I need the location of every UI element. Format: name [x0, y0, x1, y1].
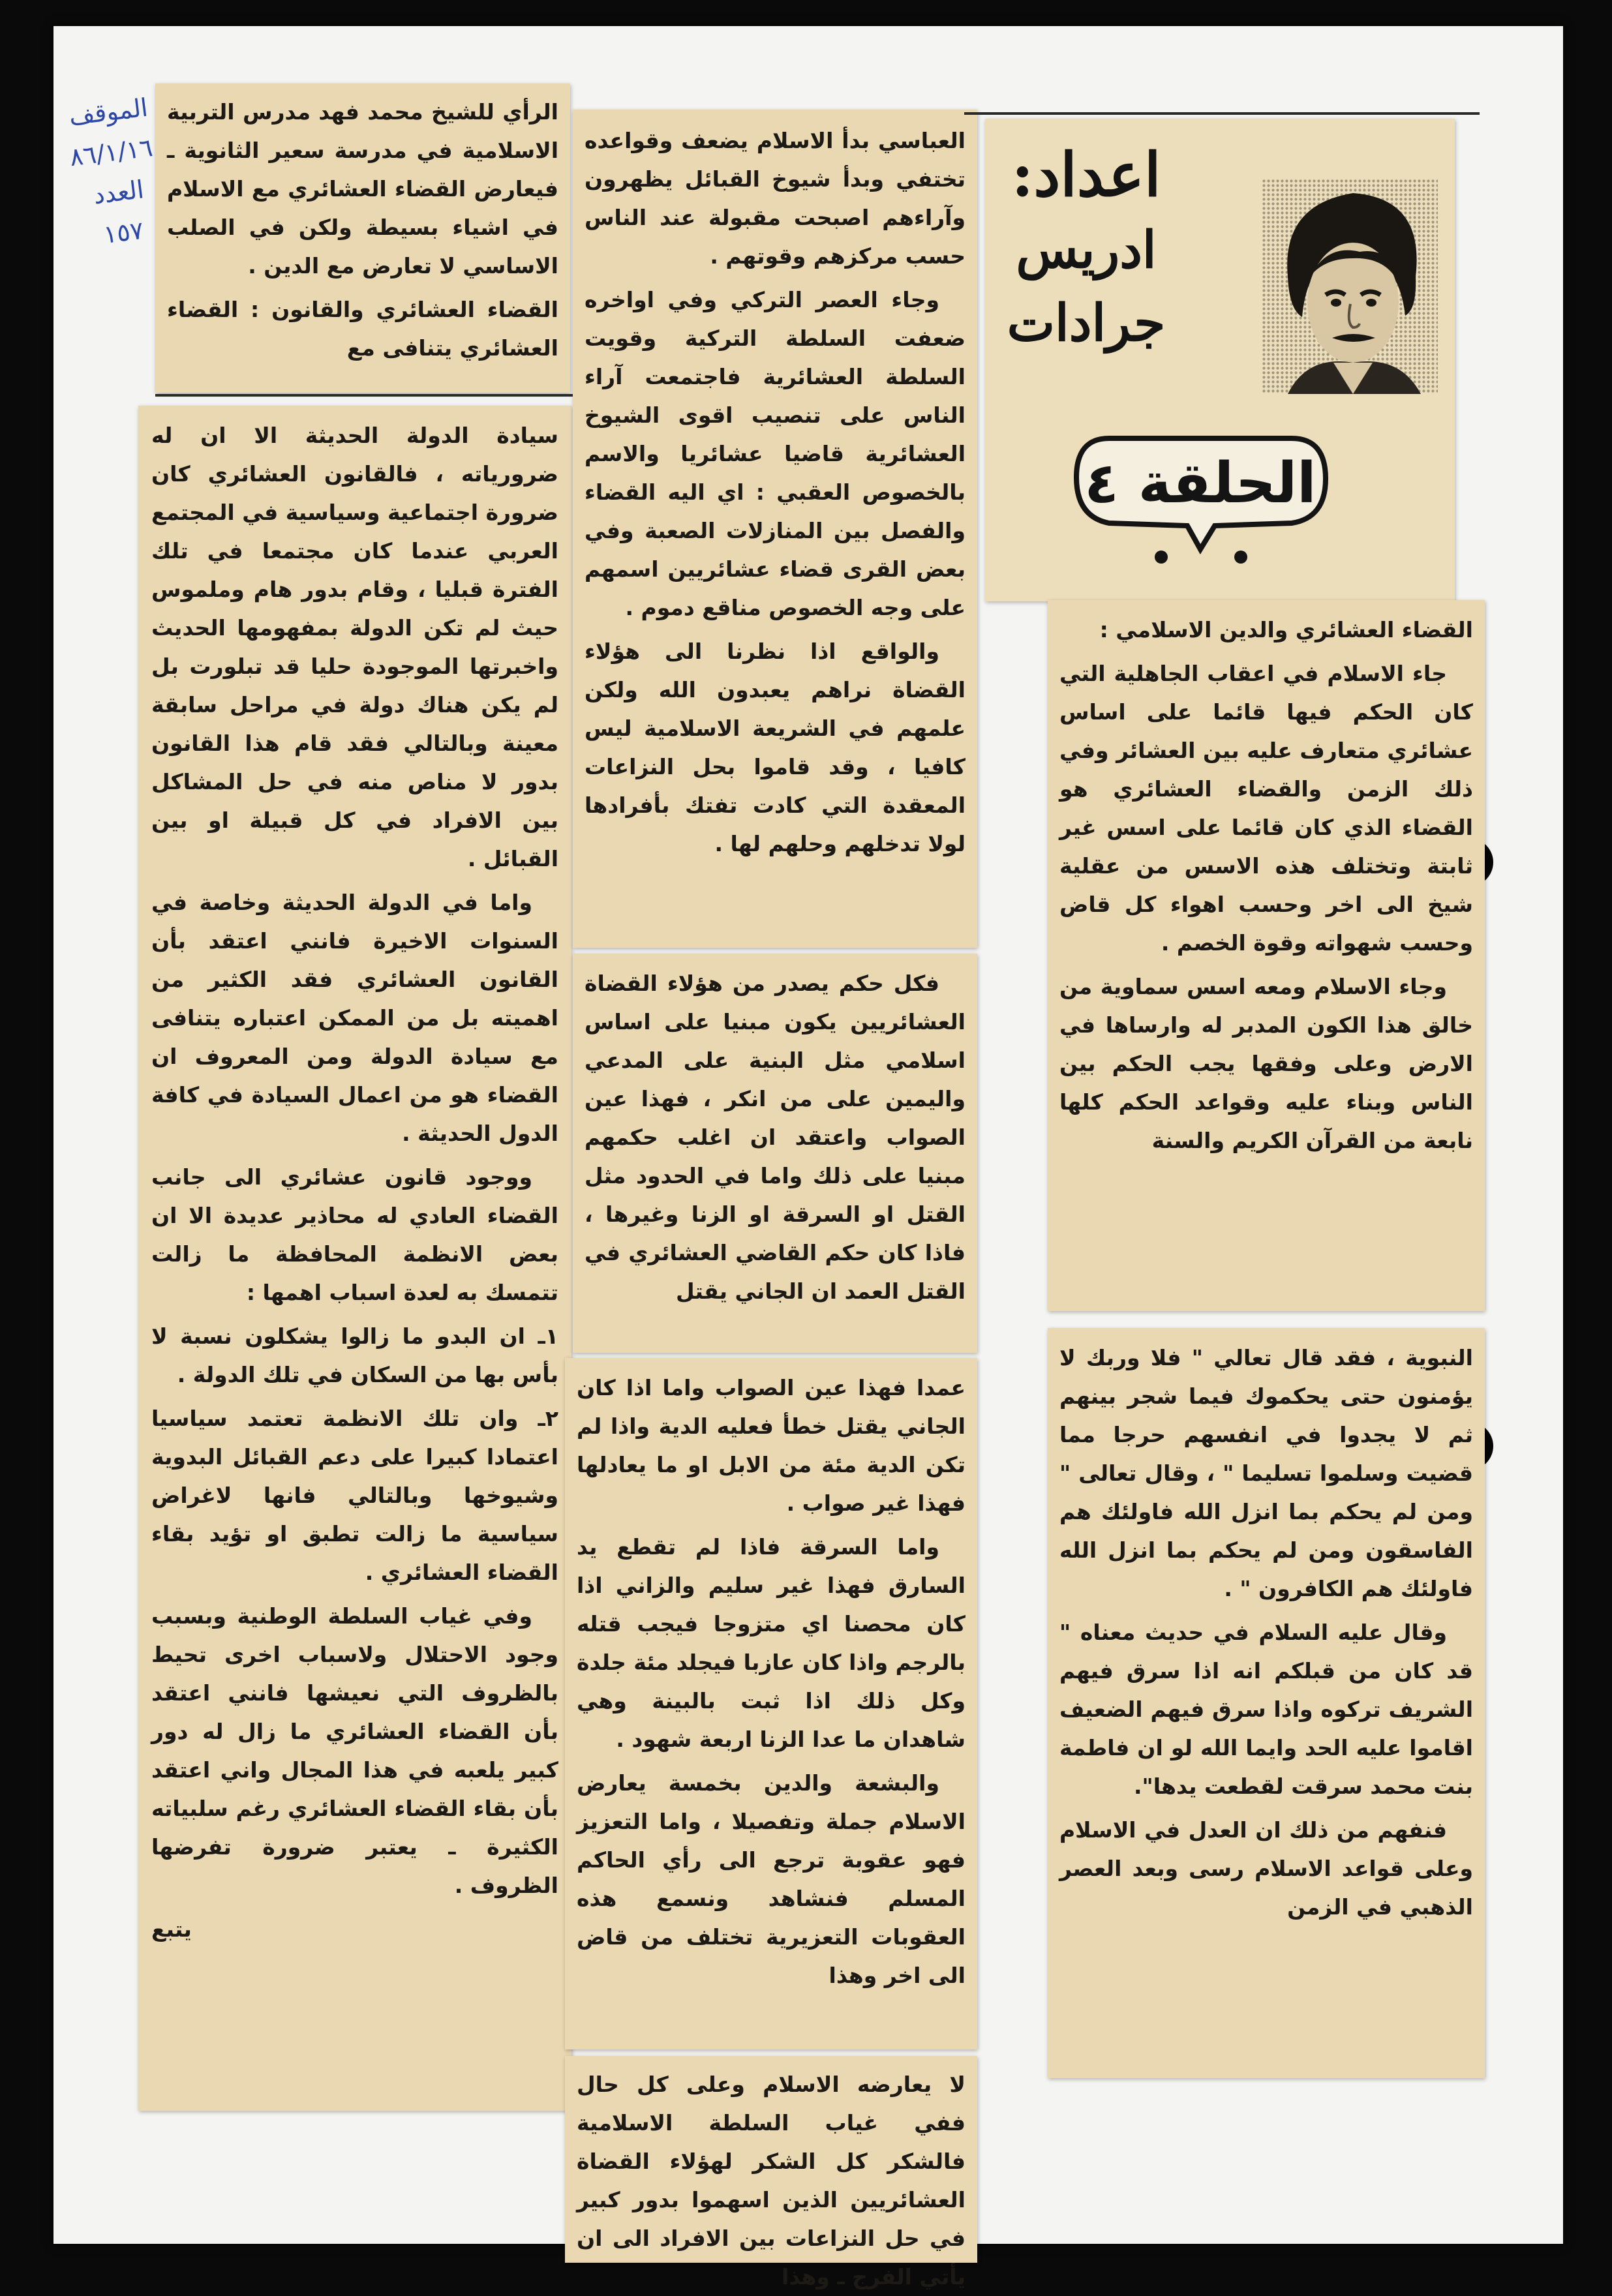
paragraph: النبوية ، فقد قال تعالي " فلا وربك لا يؤمنون حتى يحكموك فيما شجر بينهم ثم لا يجدوا في انفسهم حرجا مما قضيت وسلموا تسليما " ، وقال تعالى " ومن لم يحكم بما انزل الله فاولئك هم الفاسقون ومن لم يحكم بما انزل الله فاولئك هم الكافرون " .	[1059, 1345, 1473, 1601]
paragraph: واما السرقة فاذا لم تقطع يد السارق فهذا غير سليم والزاني اذا كان محصنا اي متزوجا فيجب قتله بالرجم واذا كان عازبا فيجلد مئة جلدة وكل ذلك اذا ثبت بالبينة وهي شاهدان ما عدا الزنا اربعة شهود .	[577, 1534, 966, 1752]
clip-left-top	[155, 83, 570, 393]
author-heading	[992, 136, 1181, 360]
clip-middle-a	[573, 110, 977, 948]
paragraph: سيادة الدولة الحديثة الا ان له ضرورياته ، فالقانون العشائري كان ضرورة اجتماعية وسياسية في المجتمع العربي عندما كان مجتمعا في تلك الفترة قبليا ، وقام بدور هام وملموس حيث لم تكن الدولة بمفهومها الحديث واخبرتها الموجودة حليا قد تبلورت بل لم يكن هناك دولة في مراحل سابقة معينة وبالتالي فقد قام هذا القانون بدور لا مناص منه في حل المشاكل بين الافراد في كل قبيلة او بين القبائل .	[151, 423, 558, 871]
note-line: ٨٦/١/١٦	[68, 133, 155, 172]
cut-line	[155, 394, 573, 397]
paragraph: جاء الاسلام في اعقاب الجاهلية التي كان الحكم فيها قائما على اساس عشائري متعارف عليه بين العشائر وفي ذلك الزمن والقضاء العشائري هو القضاء الذي كان قائما على اسس غير ثابتة وتختلف هذه الاسس من عقلية شيخ الى اخر وحسب اهواء كل قاض وحسب شهواته وقوة الخصم .	[1059, 661, 1473, 956]
paragraph: فنفهم من ذلك ان العدل في الاسلام وعلى قواعد الاسلام رسى وبعد العصر الذهبي في الزمن	[1059, 1817, 1473, 1920]
author-last-name: جرادات	[1007, 294, 1166, 353]
episode-badge	[1063, 419, 1337, 575]
clip-header	[985, 119, 1455, 601]
clip-right-b	[1048, 1328, 1485, 2078]
section-heading: القضاء العشائري والدين الاسلامي :	[1099, 617, 1473, 642]
paragraph: ووجود قانون عشائري الى جانب القضاء العادي له محاذير عديدة الا ان بعض الانظمة المحافظة ما زالت تتمسك به لعدة اسباب اهمها :	[151, 1164, 558, 1305]
episode-label: الحلقة ٤	[1084, 451, 1316, 516]
paragraph: وفي غياب السلطة الوطنية وبسبب وجود الاحتلال ولاسباب اخرى تحيط بالظروف التي نعيشها فانني اعتقد بأن القضاء العشائري ما زال له دور كبير يلعبه في هذا المجال واني اعتقد بأن بقاء القضاء العشائري رغم سلبياته الكثيرة ـ يعتبر ضرورة تفرضها الظروف .	[151, 1603, 558, 1898]
paragraph: واما في الدولة الحديثة وخاصة في السنوات الاخيرة فانني اعتقد بأن القانون العشائري فقد الكثير من اهميته بل من الممكن اعتباره يتنافى مع سيادة الدولة ومن المعروف ان القضاء هو من اعمال السيادة في كافة الدول الحديثة .	[151, 890, 558, 1146]
clip-left-main	[138, 406, 571, 2111]
continued-label: يتبع	[151, 1916, 192, 1942]
paragraph: وقال عليه السلام في حديث معناه " قد كان من قبلكم انه اذا سرق فيهم الشريف تركوه واذا سرق فيهم الضعيف اقاموا عليه الحد وايما الله لو ان فاطمة بنت محمد سرقت لقطعت يدها".	[1059, 1620, 1473, 1799]
paragraph: وجاء العصر التركي وفي اواخره ضعفت السلطة التركية وقويت السلطة العشائرية فاجتمعت آراء الناس على تنصيب اقوى الشيوخ العشائرية قاضيا عشائريا والاسم بالخصوص العقبي : اي اليه القضاء والفصل بين المنازلات الصعبة وفي بعض القرى قضاء عشائريين اسمهم على وجه الخصوص مناقع دموم .	[585, 287, 966, 620]
paragraph: عمدا فهذا عين الصواب واما اذا كان الجاني يقتل خطأ فعليه الدية واذا لم تكن الدية مئة من الابل او ما يعادلها فهذا غير صواب .	[577, 1375, 966, 1516]
note-line: الموقف	[67, 93, 149, 131]
paragraph: ١ـ ان البدو ما زالوا يشكلون نسبة لا بأس بها من السكان في تلك الدولة .	[151, 1323, 558, 1387]
clip-middle-d	[565, 2056, 977, 2289]
paragraph: لا يعارضه الاسلام وعلى كل حال ففي غياب السلطة الاسلامية فالشكر كل الشكر لهؤلاء القضاة العشائريين الذين اسهموا بدور كبير في حل النزاعات بين الافراد الى ان يأتي الفرج ـ وهذا	[577, 2072, 966, 2289]
author-first-name: ادريس	[1016, 220, 1157, 280]
cut-line	[964, 112, 1480, 115]
note-line: العدد	[91, 175, 145, 210]
paragraph: وجاء الاسلام ومعه اسس سماوية من خالق هذا الكون المدبر له وارساها في الارض وعلى وفقها يجب الحكم بين الناس وبناء عليه وقواعد الحكم كلها نابعة من القرآن الكريم والسنة	[1059, 974, 1473, 1153]
paragraph: فكل حكم يصدر من هؤلاء القضاة العشائريين يكون مبنيا على اساس اسلامي مثل البنية على المدعي واليمين على من انكر ، فهذا عين الصواب واعتقد ان اغلب حكمهم مبنيا على ذلك واما في الحدود مثل القتل او السرقة او الزنا وغيرها ، فاذا كان حكم القاضي العشائري في القتل العمد ان الجاني يقتل	[585, 971, 966, 1304]
clip-middle-c	[565, 1358, 977, 2049]
clip-middle-b	[573, 954, 977, 1353]
clip-right-a	[1048, 600, 1485, 1311]
paragraph: الرأي للشيخ محمد فهد مدرس التربية الاسلامية في مدرسة سعير الثانوية ـ فيعارض القضاء العشائري مع الاسلام في اشياء بسيطة ولكن في الصلب الاساسي لا تعارض مع الدين .	[167, 99, 558, 279]
paragraph: والبشعة والدين بخمسة يعارض الاسلام جملة وتفصيلا ، واما التعزيز فهو عقوبة ترجع الى رأي الحاكم المسلم فنشاهد ونسمع هذه العقوبات التعزيرية تختلف من قاض الى اخر وهذا	[577, 1770, 966, 1988]
note-line: ١٥٧	[102, 215, 145, 249]
prepared-by-label: اعداد:	[1011, 140, 1161, 210]
paragraph: والواقع اذا نظرنا الى هؤلاء القضاة نراهم يعبدون الله ولكن علمهم في الشريعة الاسلامية ليس كافيا ، وقد قاموا بحل النزاعات المعقدة التي كادت تفتك بأفرادها لولا تدخلهم وحلهم لها .	[585, 639, 966, 856]
paragraph: القضاء العشائري والقانون : القضاء العشائري يتنافى مع	[167, 297, 558, 361]
author-photo	[1262, 179, 1438, 394]
paragraph: ٢ـ وان تلك الانظمة تعتمد سياسيا اعتمادا كبيرا على دعم القبائل البدوية وشيوخها وبالتالي فانها لاغراض سياسية ما زالت تطبق او تؤيد بقاء القضاء العشائري .	[151, 1406, 558, 1585]
paragraph: العباسي بدأ الاسلام يضعف وقواعده تختفي وبدأ شيوخ القبائل يظهرون وآراءهم اصبحت مقبولة عند الناس حسب مركزهم وقوتهم .	[585, 128, 966, 269]
